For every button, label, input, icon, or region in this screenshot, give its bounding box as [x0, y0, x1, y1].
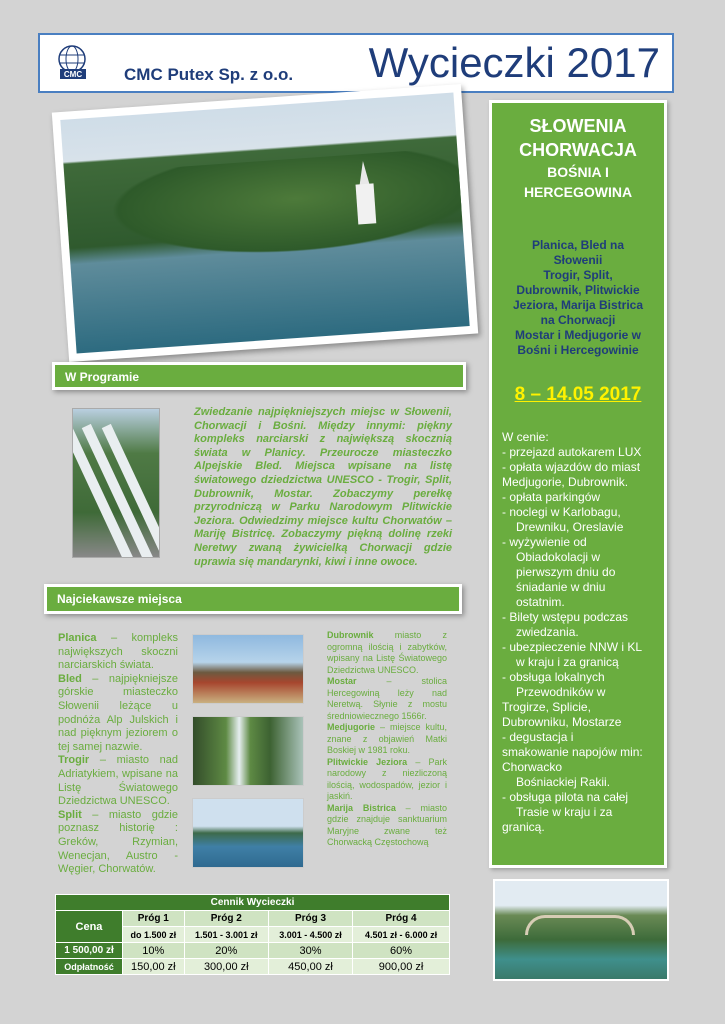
destination-line: na Chorwacji [540, 313, 616, 327]
medjugorie-photo [192, 634, 304, 704]
includes-line: Trogirze, Splicie, [502, 700, 591, 714]
includes-line: - obsługa lokalnych [502, 670, 605, 684]
includes-line: - noclegi w Karlobagu, [502, 505, 621, 519]
includes-line: W cenie: [502, 430, 549, 444]
percent-cell: 60% [353, 943, 450, 959]
amount-cell: 300,00 zł [184, 959, 268, 975]
threshold-header: Próg 4 [353, 911, 450, 927]
trip-date: 8 – 14.05 2017 [514, 384, 642, 405]
row-label: Odpłatność [56, 959, 123, 975]
includes-line: Trasie w kraju i za [516, 805, 613, 819]
table-row [56, 959, 450, 975]
range-cell: 3.001 - 4.500 zł [268, 927, 352, 943]
place-entry [327, 722, 447, 757]
destination-line: Mostar i Medjugorie w [514, 328, 641, 342]
destination-line: Dubrownik, Plitwickie [516, 283, 640, 297]
includes-line: śniadanie w dniu [516, 580, 606, 594]
includes-line: Drewniku, Oreslavie [516, 520, 624, 534]
place-name: Trogir [58, 754, 90, 767]
section-program-heading: W Programie [52, 362, 466, 390]
place-desc: – stolica Hercegowiną leży nad Neretwą. Słynie z mostu średniowiecznego 1566r. [327, 676, 447, 721]
range-cell: 4.501 zł - 6.000 zł [353, 927, 450, 943]
includes-line: - ubezpieczenie NNW i KL [502, 640, 643, 654]
destination-line: Jeziora, Marija Bistrica [512, 298, 644, 312]
bled-lake-photo [52, 84, 478, 362]
place-name: Bled [58, 672, 82, 685]
company-name: CMC Putex Sp. z o.o. [124, 65, 294, 84]
threshold-header: Próg 3 [268, 911, 352, 927]
cmc-logo-icon [50, 43, 94, 83]
place-desc: – miasto nad Adriatykiem, wpisane na Listę Światowego Dziedzictwa UNESCO. [58, 754, 178, 808]
section-places-heading: Najciekawsze miejsca [44, 584, 462, 614]
place-entry [58, 809, 178, 877]
waterfall-photo [192, 716, 304, 786]
place-desc: – najpiękniejsze górskie miasteczko Słowenii leżące u podnóża Alp Julskich i nad pięknym jeziorem o tej samej nazwie. [58, 672, 178, 753]
place-entry [327, 803, 447, 849]
table-row [56, 943, 450, 959]
place-name: Medjugorie [327, 722, 376, 732]
includes-line: Chorwacko [502, 760, 563, 774]
page-title: Wycieczki 2017 [368, 39, 660, 86]
trip-summary-panel [489, 100, 667, 868]
amount-cell: 450,00 zł [268, 959, 352, 975]
place-desc: miasto z ogromną ilością i zabytków, wpisany na Listę Światowego Dziedzictwa UNESCO. [327, 630, 447, 675]
percent-cell: 10% [122, 943, 184, 959]
includes-line: - przejazd autokarem LUX [502, 445, 642, 459]
mostar-bridge-photo [493, 879, 669, 981]
place-name: Planica [58, 632, 97, 644]
place-desc: – kompleks największych skoczni narciarskich świata. [58, 632, 178, 672]
destination-line: Trogir, Split, [543, 268, 613, 282]
includes-line: - Bilety wstępu podczas [502, 610, 629, 624]
program-description: Zwiedzanie najpiękniejszych miejsc w Słowenii, Chorwacji i Bośni. Między innymi: piękny kompleks narciarski z największą skocznią świata w Planicy. Przeurocze miasteczko Alpejskie Bled. Miejsca wpisane na listę światowego dziedzictwa UNESCO - Trogir, Split, Dubrownik, Mostar. Zobaczymy perełkę przyrodniczą w Parku Narodowym Plitwickie Jeziora. Odwiedzimy miejsce kultu Chorwatów – Mariję Bistricę. Zobaczymy piękną dolinę rzeki Neretwy zwaną żywicielką Chorwacji gdzie uprawia się mandarynki, kiwi i inne owoce. [194, 406, 452, 568]
place-name: Dubrownik [327, 630, 374, 640]
place-desc: – miejsce kultu, znane z objawień Matki Boskiej w 1981 roku. [327, 722, 447, 755]
svg-text:CMC: CMC [63, 70, 83, 79]
country-heading-4: HERCEGOWINA [523, 184, 633, 200]
place-entry [327, 757, 447, 803]
place-name: Marija Bistrica [327, 802, 396, 813]
place-entry [58, 754, 178, 808]
destination-line: Bośni i Hercegowinie [517, 343, 639, 357]
places-left-column [58, 632, 178, 877]
place-name: Plitwickie Jeziora [327, 756, 408, 767]
places-middle-column [327, 630, 447, 849]
includes-line: w kraju i za granicą [516, 655, 619, 669]
place-entry [327, 676, 447, 722]
destinations-list [492, 238, 664, 358]
amount-cell: 900,00 zł [353, 959, 450, 975]
country-heading-1: SŁOWENIA [529, 116, 627, 136]
place-name: Split [58, 808, 82, 821]
planica-ski-jump-photo [72, 408, 160, 558]
includes-line: Obiadokolacji w [516, 550, 601, 564]
country-heading-3: BOŚNIA I [547, 164, 609, 180]
price-includes-list [492, 430, 664, 835]
cena-header: Cena [56, 911, 123, 943]
includes-line: pierwszym dniu do [516, 565, 616, 579]
price-table [55, 894, 450, 975]
includes-line: granicą. [502, 820, 545, 834]
place-desc: – Park narodowy z niezliczoną ilością, wodospadów, jezior i jaskiń. [327, 756, 447, 801]
table-caption: Cennik Wycieczki [56, 895, 450, 911]
header [38, 33, 674, 93]
percent-cell: 30% [268, 943, 352, 959]
range-cell: 1.501 - 3.001 zł [184, 927, 268, 943]
place-entry [327, 630, 447, 676]
place-entry [58, 632, 178, 673]
includes-line: - obsługa pilota na całej [502, 790, 629, 804]
includes-line: ostatnim. [516, 595, 565, 609]
threshold-header: Próg 1 [122, 911, 184, 927]
destination-line: Planica, Bled na [531, 238, 625, 252]
place-desc: – miasto gdzie poznasz historię : Greków, Rzymian, Wenecjan, Austro - Węgier, Chorwatów. [58, 808, 178, 876]
destination-line: Słowenii [553, 253, 603, 267]
includes-line: Bośniackiej Rakii. [516, 775, 611, 789]
includes-line: smakowanie napojów min: [502, 745, 643, 759]
row-label: 1 500,00 zł [56, 943, 123, 959]
includes-line: Dubrowniku, Mostarze [502, 715, 622, 729]
place-desc: – miasto gdzie znajduje sanktuarium Maryjne zwane też Chorwacką Częstochową [327, 802, 448, 847]
amount-cell: 150,00 zł [122, 959, 184, 975]
range-cell: do 1.500 zł [122, 927, 184, 943]
threshold-header: Próg 2 [184, 911, 268, 927]
percent-cell: 20% [184, 943, 268, 959]
country-heading-2: CHORWACJA [519, 140, 637, 160]
dubrovnik-photo [192, 798, 304, 868]
place-entry [58, 673, 178, 755]
includes-line: - degustacja i [502, 730, 574, 744]
includes-line: zwiedzania. [516, 625, 579, 639]
includes-line: - opłata wjazdów do miast Medjugorie, Dubrownik. [502, 460, 641, 489]
includes-line: - opłata parkingów [502, 490, 601, 504]
includes-line: Przewodników w [516, 685, 606, 699]
includes-line: - wyżywienie od [502, 535, 587, 549]
place-name: Mostar [327, 676, 357, 686]
